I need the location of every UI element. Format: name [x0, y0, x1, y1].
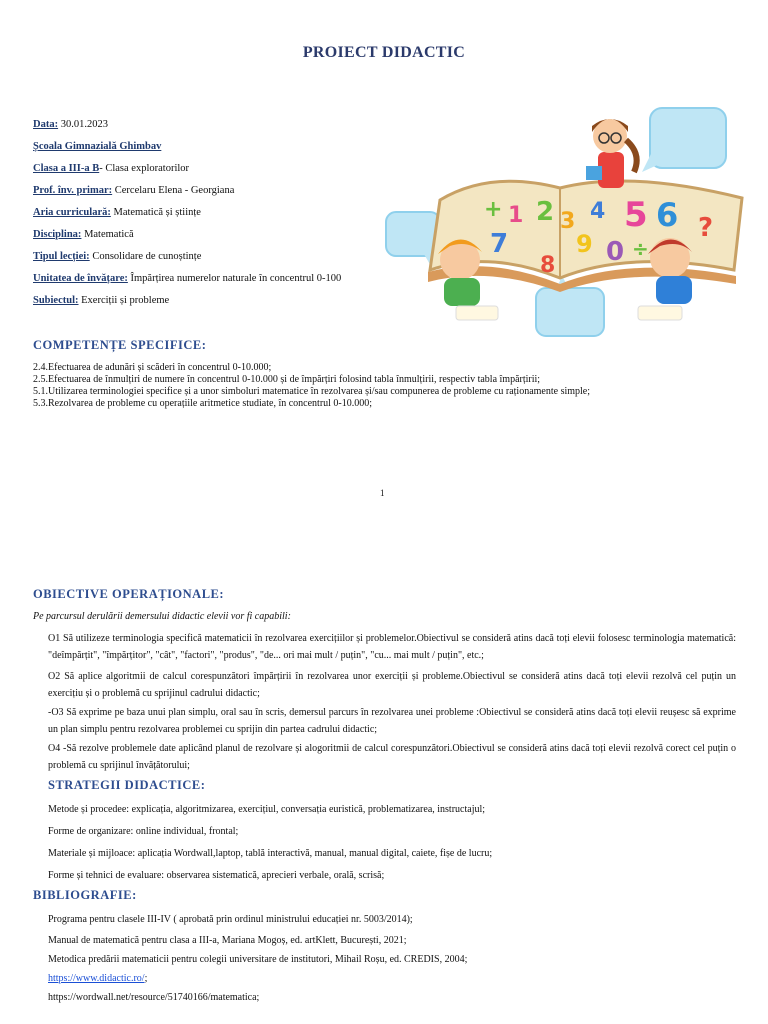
svg-text:1: 1: [508, 203, 524, 228]
info-line-teacher: Prof. înv. primar: Cercelaru Elena - Georgiana: [33, 185, 235, 196]
info-line-discipline: Disciplina: Matematică: [33, 229, 134, 240]
svg-text:+: +: [484, 197, 503, 222]
info-line-unit: Unitatea de învățare: Împărțirea numerelor naturale în concentrul 0-100: [33, 273, 342, 284]
bibliografie-programa: Programa pentru clasele III-IV ( aprobată prin ordinul ministrului educației nr. 5003/2014);: [48, 914, 413, 925]
list-item: 5.1.Utilizarea terminologiei specifice și a unor simboluri matematice în rezolvarea și/sau compunerea de probleme cu raționamente simple;: [33, 386, 591, 397]
illustration-svg: [380, 100, 750, 340]
svg-text:9: 9: [576, 230, 593, 258]
svg-text:3: 3: [560, 209, 576, 234]
list-item: 5.3.Rezolvarea de probleme cu operațiile aritmetice studiate, în concentrul 0-10.000;: [33, 398, 373, 409]
page-title: PROIECT DIDACTIC: [302, 44, 466, 61]
svg-text:÷: ÷: [632, 237, 649, 261]
svg-text:8: 8: [540, 253, 556, 278]
info-line-subject: Subiectul: Exerciții și probleme: [33, 295, 170, 306]
page-number: 1: [380, 488, 385, 498]
bibliografie-metodica: Metodica predării matematicii pentru colegii universitare de institutori, Mihail Roșu, ed. CREDIS, 2004;: [48, 954, 468, 965]
bibliografie-manual: Manual de matematică pentru clasa a III-a, Mariana Mogoș, ed. artKlett, București, 2021;: [48, 935, 407, 946]
bibliografie-link-didactic: https://www.didactic.ro/;: [48, 973, 148, 984]
list-item: 2.4.Efectuarea de adunări și scăderi în concentrul 0-10.000;: [33, 362, 272, 373]
children-math-illustration: [380, 100, 750, 340]
bibliografie-heading: BIBLIOGRAFIE:: [33, 888, 137, 902]
info-line-date: Data: 30.01.2023: [33, 119, 108, 130]
obiective-o4: O4 -Să rezolve problemele date aplicând planul de rezolvare și alogoritmii de calcul corespunzători.Obiectivul se consideră atins dacă toți elevii rezolvă corect cel puțin o problemă cu sprijinul învățătorului;: [48, 743, 736, 771]
strategii-forme: Forme de organizare: online individual, frontal;: [48, 826, 239, 837]
info-line-area: Aria curriculară: Matematică și științe: [33, 207, 201, 218]
girl-reading-icon: [586, 119, 637, 188]
strategii-metode: Metode și procedee: explicația, algoritmizarea, exercițiul, conversația euristică, problematizarea, instructajul;: [48, 804, 486, 815]
strategii-heading: STRATEGII DIDACTICE:: [48, 778, 206, 792]
svg-text:5: 5: [624, 195, 648, 235]
info-line-type: Tipul lecției: Consolidare de cunoștințe: [33, 251, 202, 262]
list-item: 2.5.Efectuarea de înmulțiri de numere în concentrul 0-10.000 și de împărțiri folosind tabla înmulțirii, respectiv tabla împărțirii;: [33, 374, 541, 385]
obiective-o3: -O3 Să exprime pe baza unui plan simplu, oral sau în scris, demersul parcurs în rezolvarea unei probleme :Obiectivul se consideră atins dacă toți elevii reușesc să exprime un plan simplu pentru rezolvarea problemei cu sprijin din partea cadrului didactic;: [48, 707, 736, 735]
info-line-school: Școala Gimnazială Ghimbav: [33, 141, 162, 152]
obiective-o2: O2 Să aplice algoritmii de calcul corespunzători împărțirii în rezolvarea unor exerciții și probleme.Obiectivul se consideră atins dacă toți elevii rezolvă cel puțin un exercițiu și o problemă cu sprijinul cadrului didactic;: [48, 671, 736, 699]
lesson-info: [33, 114, 341, 312]
svg-text:7: 7: [490, 229, 509, 259]
competente-heading: COMPETENȚE SPECIFICE:: [33, 338, 207, 352]
didactic-link[interactable]: https://www.didactic.ro/: [48, 973, 145, 984]
competente-list: [33, 362, 748, 410]
strategii-materiale: Materiale și mijloace: aplicația Wordwall,laptop, tablă interactivă, manual, manual digital, caiete, fișe de lucru;: [48, 848, 493, 859]
svg-text:2: 2: [536, 197, 555, 227]
bibliografie-link-wordwall[interactable]: https://wordwall.net/resource/51740166/matematica;: [48, 992, 260, 1003]
obiective-heading: OBIECTIVE OPERAȚIONALE:: [33, 587, 225, 601]
info-line-class: Clasa a III-a B- Clasa exploratorilor: [33, 163, 190, 174]
svg-text:?: ?: [698, 213, 714, 243]
obiective-intro: Pe parcursul derulării demersului didactic elevii vor fi capabili:: [33, 611, 291, 622]
strategii-evaluare: Forme și tehnici de evaluare: observarea sistematică, aprecieri verbale, orală, scrisă;: [48, 870, 385, 881]
svg-text:0: 0: [606, 237, 625, 267]
speech-bubble-right-icon: [642, 108, 726, 172]
svg-text:6: 6: [656, 196, 679, 234]
obiective-o1: O1 Să utilizeze terminologia specifică matematicii în rezolvarea exercițiilor și problemelor.Obiectivul se consideră atins dacă toți elevii folosesc terminologia matematică: "deîmpărțit", "împărțitor", "cât", "factori", "produs", "de... ori mai mult / puțin", "cu... mai mult / puțin", etc.;: [48, 633, 736, 661]
svg-text:4: 4: [590, 199, 606, 224]
